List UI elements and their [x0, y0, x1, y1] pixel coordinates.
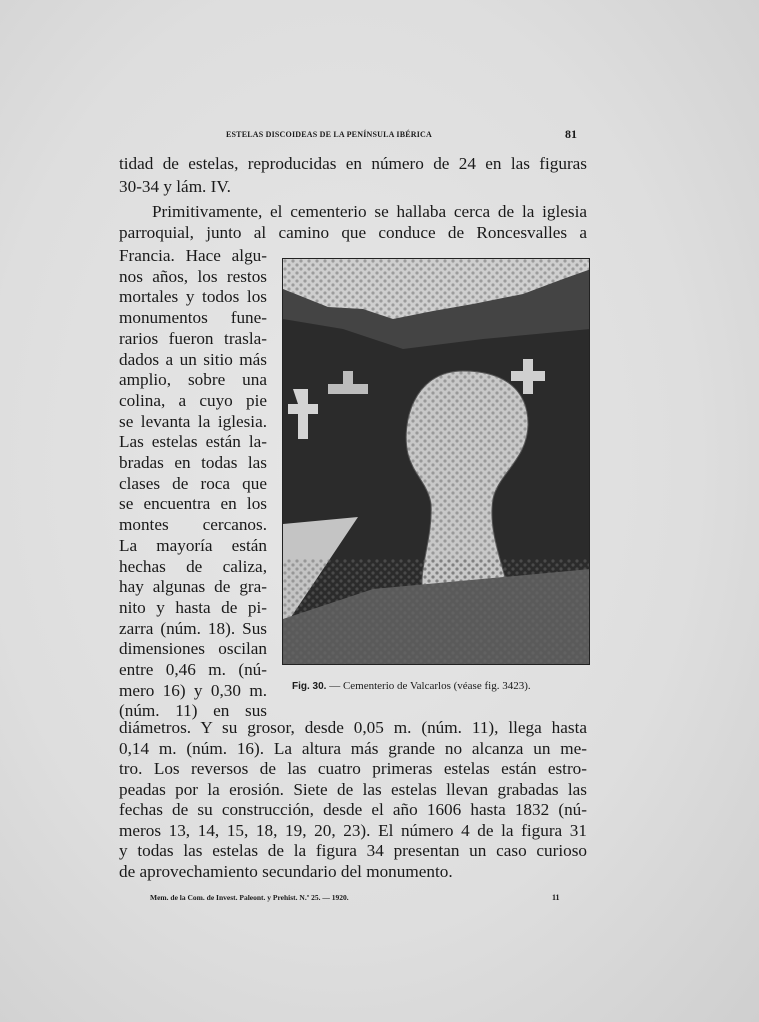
text-line: (núm. 11) en sus	[119, 701, 267, 721]
text-line: tro. Los reversos de las cuatro primeras estelas están estro-	[119, 759, 587, 778]
text-line: dados a un sitio más	[119, 349, 267, 369]
text-line: 0,14 m. (núm. 16). La altura más grande no alcanza un me-	[119, 738, 587, 758]
cemetery-photo-image	[283, 259, 590, 665]
running-head: ESTELAS DISCOIDEAS DE LA PENÍNSULA IBÉRICA	[226, 130, 433, 139]
figure-label: Fig. 30.	[292, 681, 327, 692]
text-line: Primitivamente, el cementerio se hallaba cerca de la iglesia	[152, 202, 587, 221]
text-line: monumentos fune-	[119, 308, 267, 328]
text-line: peadas por la erosión. Siete de las estelas llevan grabadas las	[119, 779, 587, 799]
text-line: Las estelas están la-	[119, 432, 267, 452]
text-line: rarios fueron trasla-	[119, 328, 267, 348]
text-line: clases de roca que	[119, 473, 267, 493]
text-line: se levanta la iglesia.	[119, 411, 267, 431]
text-line: amplio, sobre una	[119, 370, 267, 390]
signature-mark: 11	[552, 893, 560, 902]
text-line: se encuentra en los	[119, 494, 267, 514]
text-line: nos años, los restos	[119, 266, 267, 286]
text-line: 30-34 y lám. IV.	[119, 177, 231, 196]
text-line: hechas de caliza,	[119, 556, 267, 576]
text-line: entre 0,46 m. (nú-	[119, 660, 267, 679]
text-line: montes cercanos.	[119, 515, 267, 535]
text-line: de aprovechamiento secundario del monumento.	[119, 861, 453, 881]
text-line: hay algunas de gra-	[119, 577, 267, 597]
text-line: colina, a cuyo pie	[119, 390, 267, 410]
text-line: La mayoría están	[119, 535, 267, 555]
text-line: fechas de su construcción, desde el año 1606 hasta 1832 (nú-	[119, 800, 587, 819]
page-number: 81	[565, 127, 577, 141]
text-line: meros 13, 14, 15, 18, 19, 20, 23). El número 4 de la figura 31	[119, 820, 587, 840]
text-line: nito y hasta de pi-	[119, 597, 267, 617]
grass-halftone	[283, 559, 590, 665]
text-line: bradas en todas las	[119, 453, 267, 472]
text-line: diámetros. Y su grosor, desde 0,05 m. (núm. 11), llega hasta	[119, 718, 587, 737]
text-line: dimensiones oscilan	[119, 639, 267, 659]
text-line: y todas las estelas de la figura 34 presentan un caso curioso	[119, 841, 587, 860]
figure-photo	[282, 258, 590, 665]
figure-caption-text: — Cementerio de Valcarlos (véase fig. 3423).	[329, 680, 531, 692]
text-line: mortales y todos los	[119, 287, 267, 307]
text-line: mero 16) y 0,30 m.	[119, 680, 267, 700]
figure-caption	[292, 680, 592, 692]
footer-citation: Mem. de la Com. de Invest. Paleont. y Prehist. N.º 25. — 1920.	[150, 893, 349, 902]
text-line: tidad de estelas, reproducidas en número de 24 en las figuras	[119, 154, 587, 173]
text-line: parroquial, junto al camino que conduce de Roncesvalles a	[119, 223, 587, 242]
text-line: zarra (núm. 18). Sus	[119, 618, 267, 638]
text-line: Francia. Hace algu-	[119, 246, 267, 265]
